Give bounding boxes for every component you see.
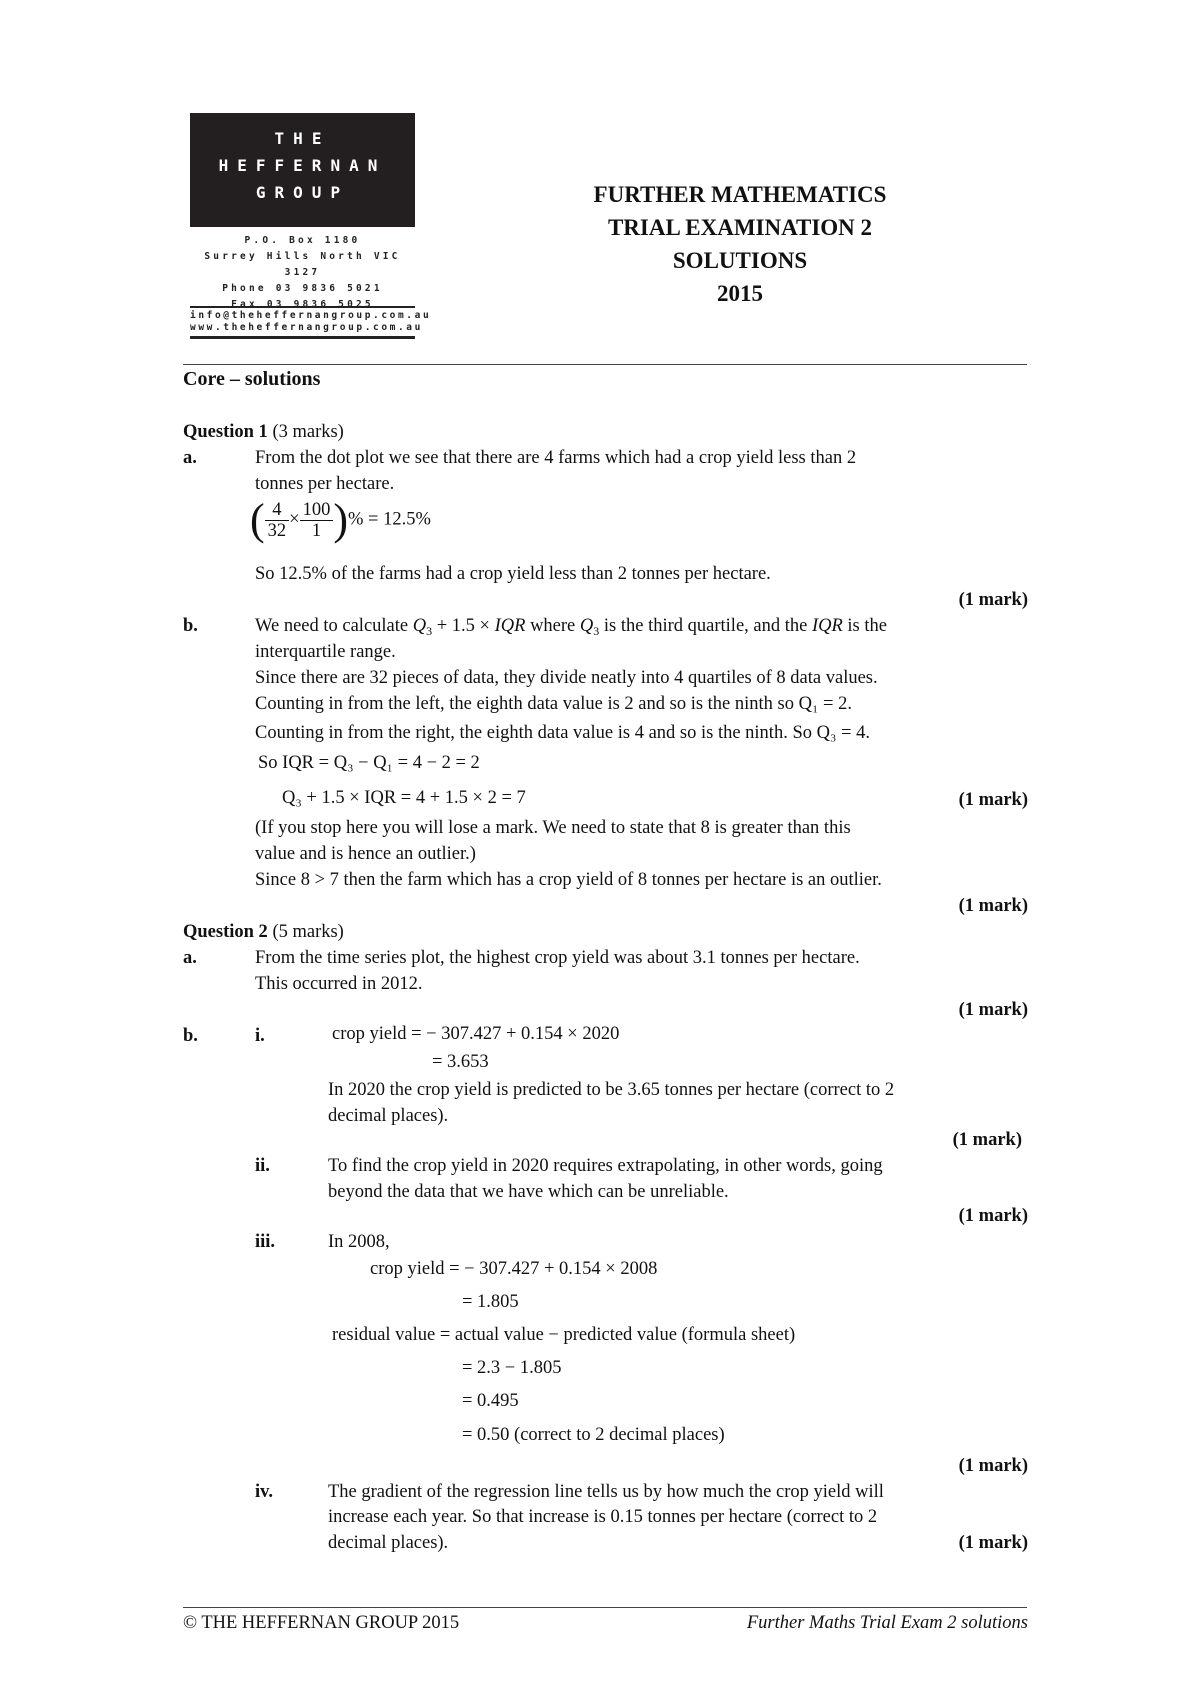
right-paren: ) — [333, 495, 348, 544]
q2biv-text3: decimal places). — [328, 1533, 449, 1553]
header-rule — [183, 364, 1027, 365]
times-sign: × — [289, 509, 300, 530]
text: is the — [842, 616, 887, 636]
left-paren: ( — [250, 495, 265, 544]
fraction — [265, 500, 290, 541]
q1a-fraction-expression — [250, 495, 431, 544]
q1b-line8: (If you stop here you will lose a mark. We need to state that 8 is greater than this — [255, 818, 851, 838]
mark-label: (1 mark) — [958, 790, 1028, 810]
q2bii-text1: To find the crop yield in 2020 requires extrapolating, in other words, going — [328, 1156, 883, 1176]
q2biii-text1: In 2008, — [328, 1232, 390, 1252]
title-line: SOLUTIONS — [672, 248, 808, 273]
mark-label: (1 mark) — [958, 896, 1028, 916]
subpart-label: iv. — [255, 1482, 273, 1502]
q2a-line2: This occurred in 2012. — [255, 974, 423, 994]
text: is the third quartile, and the — [599, 616, 812, 636]
logo-web — [190, 306, 432, 339]
subscript: 3 — [593, 624, 600, 638]
q1b-line2: interquartile range. — [255, 642, 396, 662]
text: We need to calculate — [255, 616, 409, 636]
website-text: www.theheffernangroup.com.au — [190, 322, 423, 333]
title-line: 2015 — [717, 281, 763, 306]
logo-line: GROUP — [255, 183, 350, 202]
part-label: b. — [183, 616, 198, 636]
q1b-line4: Counting in from the left, the eighth data value is 2 and so is the ninth so Q₁ = 2. — [255, 694, 852, 714]
footer-rule — [183, 1607, 1027, 1608]
email-text: info@theheffernangroup.com.au — [190, 310, 432, 321]
logo-line: THE — [274, 129, 331, 148]
numerator: 100 — [300, 500, 334, 521]
q1b-line5: Counting in from the right, the eighth data value is 4 and so is the ninth. So Q₃ = 4. — [255, 723, 870, 743]
question-title: Question 2 — [183, 922, 268, 942]
numerator: 4 — [265, 500, 290, 521]
title-line: FURTHER MATHEMATICS — [593, 182, 887, 207]
q1b-line1 — [255, 616, 887, 639]
mark-label: (1 mark) — [958, 1000, 1028, 1020]
q2biv-text2: increase each year. So that increase is 0.15 tonnes per hectare (correct to 2 — [328, 1507, 878, 1527]
question-marks: (5 marks) — [272, 922, 344, 942]
part-label: b. — [183, 1026, 198, 1046]
logo-line: HEFFERNAN — [218, 156, 387, 175]
q2a-line1: From the time series plot, the highest crop yield was about 3.1 tonnes per hectare. — [255, 948, 860, 968]
denominator: 32 — [267, 520, 287, 541]
q2bii-text2: beyond the data that we have which can be unreliable. — [328, 1182, 729, 1202]
q2biii-eq5: = 0.495 — [462, 1391, 519, 1411]
footer-copyright: © THE HEFFERNAN GROUP 2015 — [183, 1613, 460, 1633]
fraction — [300, 500, 334, 541]
q1b-line6: So IQR = Q₃ − Q₁ = 4 − 2 = 2 — [258, 753, 480, 773]
q1a-conclusion: So 12.5% of the farms had a crop yield less than 2 tonnes per hectare. — [255, 564, 771, 584]
math-var: IQR — [494, 616, 526, 636]
subscript: 3 — [426, 624, 433, 638]
q2biii-eq6: = 0.50 (correct to 2 decimal places) — [462, 1425, 725, 1445]
math-var: Q — [412, 616, 427, 636]
q1a-line2: tonnes per hectare. — [255, 474, 395, 494]
q1b-line3: Since there are 32 pieces of data, they divide neatly into 4 quartiles of 8 data values. — [255, 668, 878, 688]
mark-label: (1 mark) — [958, 1533, 1028, 1553]
question-marks: (3 marks) — [272, 422, 344, 442]
subpart-label: ii. — [255, 1156, 270, 1176]
address-line: Phone 03 9836 5021 — [222, 283, 383, 294]
q1b-line9: value and is hence an outlier.) — [255, 844, 476, 864]
mark-label: (1 mark) — [958, 1456, 1028, 1476]
fraction-result: % = 12.5% — [348, 509, 431, 530]
math-var: IQR — [811, 616, 843, 636]
mark-label: (1 mark) — [952, 1130, 1022, 1150]
document-title — [520, 178, 960, 310]
question-2-heading — [183, 922, 344, 943]
q2bi-text2: decimal places). — [328, 1106, 449, 1126]
denominator: 1 — [311, 520, 322, 541]
title-line: TRIAL EXAMINATION 2 — [607, 215, 873, 240]
subpart-label: iii. — [255, 1232, 276, 1252]
q2biii-eq4: = 2.3 − 1.805 — [462, 1358, 562, 1378]
question-1-heading — [183, 422, 344, 443]
mark-label: (1 mark) — [958, 1206, 1028, 1226]
mark-label: (1 mark) — [958, 590, 1028, 610]
logo — [190, 113, 415, 227]
question-title: Question 1 — [183, 422, 268, 442]
q1b-line7: Q₃ + 1.5 × IQR = 4 + 1.5 × 2 = 7 — [282, 788, 526, 808]
q2biii-eq2: = 1.805 — [462, 1292, 519, 1312]
q1b-line10: Since 8 > 7 then the farm which has a crop yield of 8 tonnes per hectare is an outlier. — [255, 870, 882, 890]
address-line: P.O. Box 1180 — [244, 235, 361, 246]
part-label: a. — [183, 948, 197, 968]
section-heading: Core – solutions — [183, 368, 321, 390]
address-line: Surrey Hills North VIC 3127 — [204, 251, 401, 278]
q2bi-eq1: crop yield = − 307.427 + 0.154 × 2020 — [332, 1024, 620, 1044]
footer-title: Further Maths Trial Exam 2 solutions — [746, 1613, 1028, 1633]
logo-address — [190, 233, 415, 313]
q2biv-text1: The gradient of the regression line tells us by how much the crop yield will — [328, 1482, 884, 1502]
q2biii-eq3: residual value = actual value − predicted value (formula sheet) — [332, 1325, 796, 1345]
q1a-line1: From the dot plot we see that there are 4 farms which had a crop yield less than 2 — [255, 448, 857, 468]
subpart-label: i. — [255, 1026, 265, 1046]
q2bi-eq2: = 3.653 — [432, 1052, 489, 1072]
math-var: Q — [579, 616, 594, 636]
text: where — [525, 616, 580, 636]
address-line: Fax 03 9836 5025 — [231, 299, 374, 310]
q2biii-eq1: crop yield = − 307.427 + 0.154 × 2008 — [370, 1259, 658, 1279]
q2bi-text1: In 2020 the crop yield is predicted to be 3.65 tonnes per hectare (correct to 2 — [328, 1080, 895, 1100]
text: + 1.5 × — [432, 616, 495, 636]
part-label: a. — [183, 448, 197, 468]
